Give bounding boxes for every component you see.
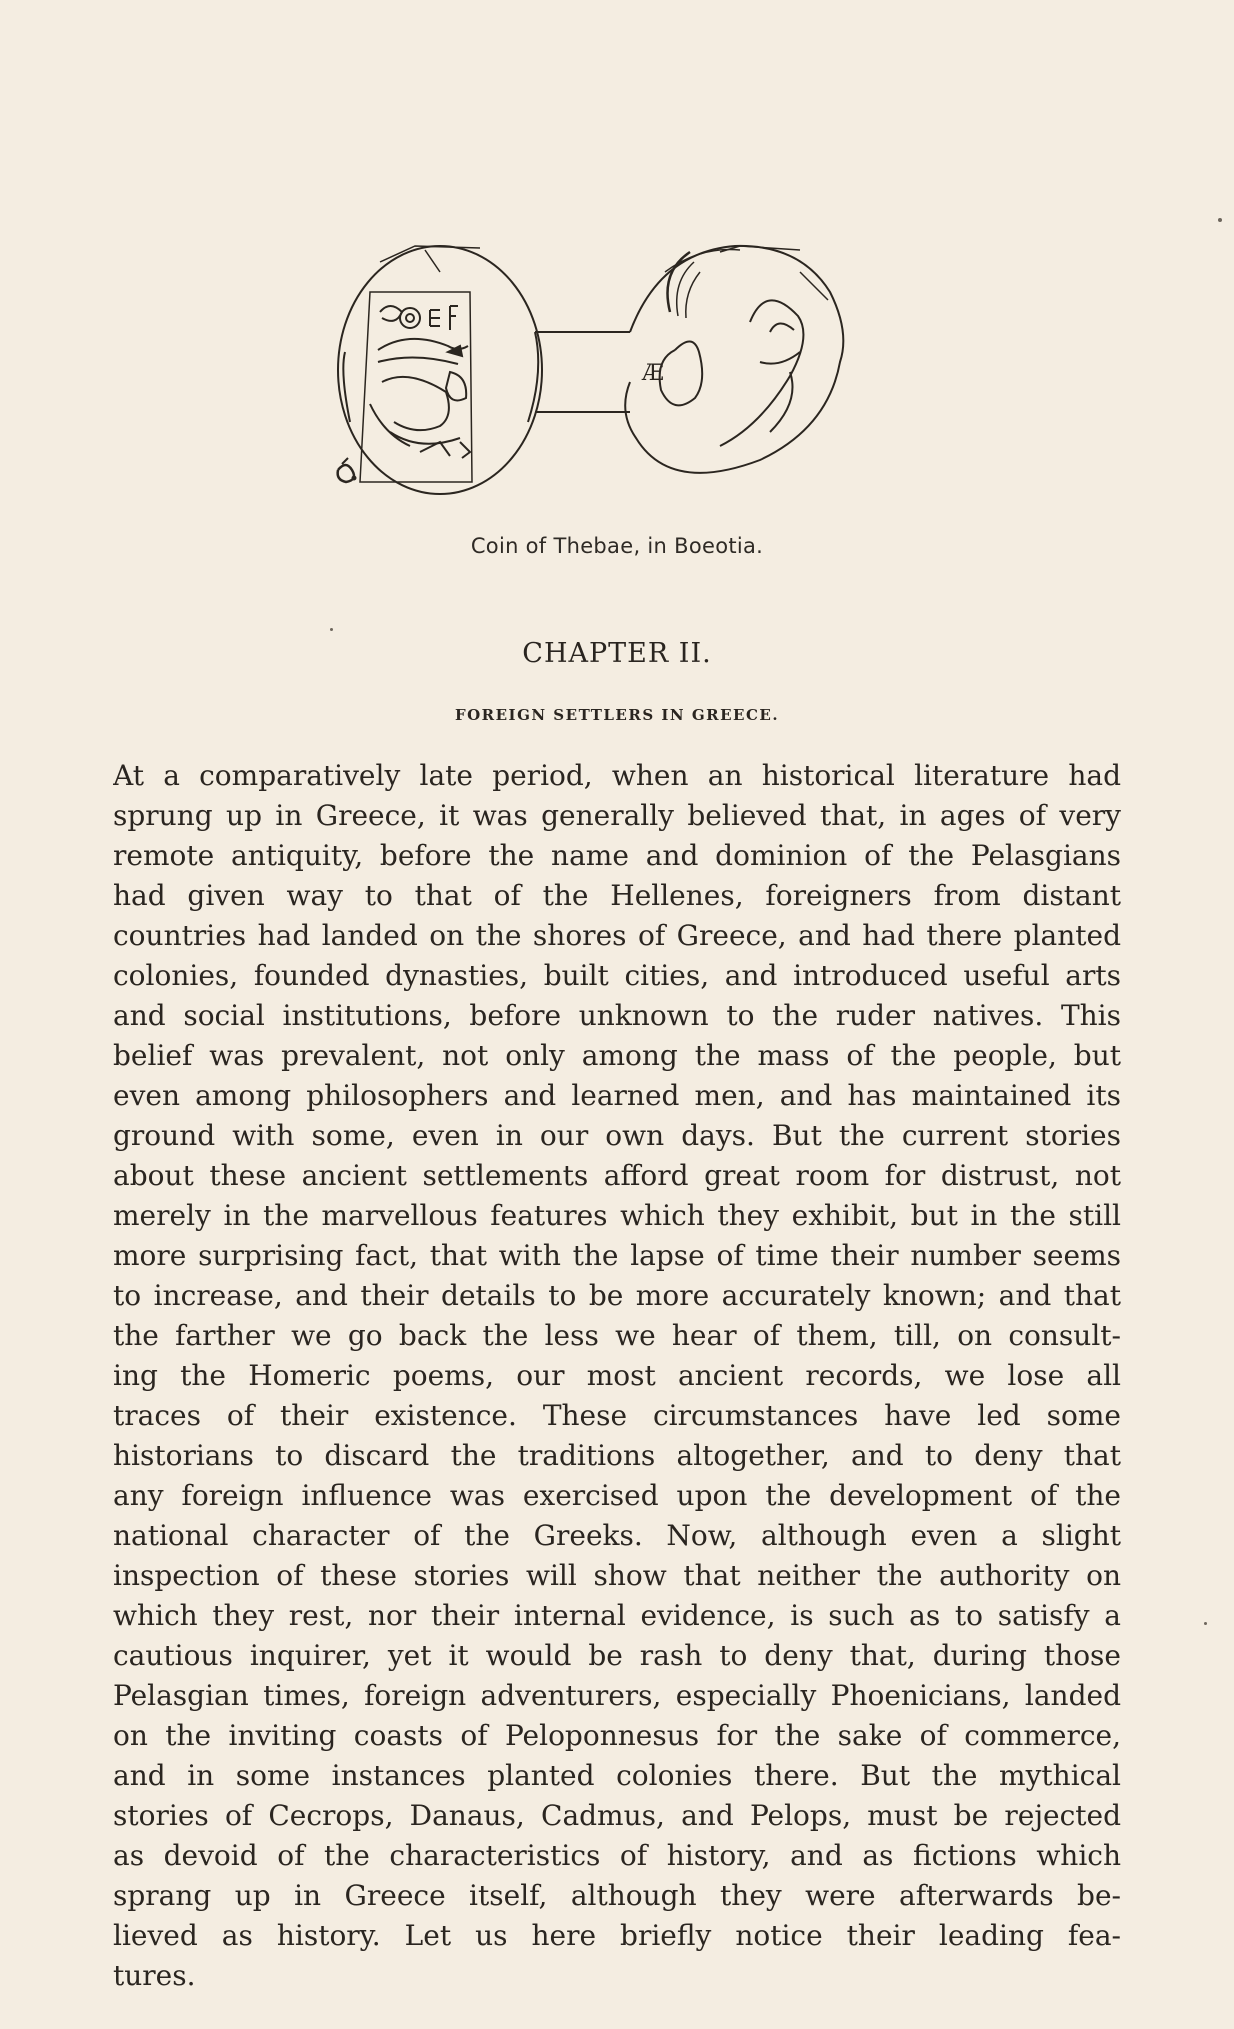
text-line: remote antiquity, before the name and dominion of the Pelasgians <box>113 839 1121 872</box>
text-line: merely in the marvellous features which they exhibit, but in the still <box>113 1199 1121 1232</box>
text-line: had given way to that of the Hellenes, foreigners from distant <box>113 879 1121 912</box>
coin-metal-label: Æ <box>642 361 665 386</box>
text-line: At a comparatively late period, when an historical literature had <box>113 759 1121 792</box>
text-line: ing the Homeric poems, our most ancient records, we lose all <box>113 1359 1121 1392</box>
text-line: inspection of these stories will show that neither the authority on <box>113 1559 1121 1592</box>
coin-reverse <box>625 246 843 473</box>
text-line: which they rest, nor their internal evidence, is such as to satisfy a <box>113 1599 1121 1632</box>
text-line: sprang up in Greece itself, although they were afterwards be- <box>113 1879 1121 1912</box>
text-line: stories of Cecrops, Danaus, Cadmus, and Pelops, must be rejected <box>113 1799 1121 1832</box>
text-line: ground with some, even in our own days. But the current stories <box>113 1119 1121 1152</box>
text-line: historians to discard the traditions altogether, and to deny that <box>113 1439 1121 1472</box>
text-line: to increase, and their details to be more accurately known; and that <box>113 1279 1121 1312</box>
text-line: countries had landed on the shores of Greece, and had there planted <box>113 919 1121 952</box>
text-line: national character of the Greeks. Now, although even a slight <box>113 1519 1121 1552</box>
text-line: on the inviting coasts of Peloponnesus for the sake of commerce, <box>113 1719 1121 1752</box>
text-line: sprung up in Greece, it was generally believed that, in ages of very <box>113 799 1121 832</box>
text-line: more surprising fact, that with the lapse of time their number seems <box>113 1239 1121 1272</box>
figure-caption: Coin of Thebae, in Boeotia. <box>470 534 764 558</box>
coin-illustration <box>330 232 900 510</box>
coin-obverse <box>338 246 542 494</box>
text-line: about these ancient settlements afford great room for distrust, not <box>113 1159 1121 1192</box>
print-speck <box>330 628 333 631</box>
text-line: traces of their existence. These circumstances have led some <box>113 1399 1121 1432</box>
text-line: the farther we go back the less we hear of them, till, on consult- <box>113 1319 1121 1352</box>
chapter-subtitle: FOREIGN SETTLERS IN GREECE. <box>454 706 780 724</box>
body-paragraph <box>113 756 1121 1996</box>
text-line: and social institutions, before unknown to the ruder natives. This <box>113 999 1121 1032</box>
text-line: even among philosophers and learned men, and has maintained its <box>113 1079 1121 1112</box>
text-line: cautious inquirer, yet it would be rash to deny that, during those <box>113 1639 1121 1672</box>
text-line: colonies, founded dynasties, built cities, and introduced useful arts <box>113 959 1121 992</box>
print-speck <box>1204 1622 1207 1625</box>
print-speck <box>1218 218 1222 222</box>
text-line: Pelasgian times, foreign adventurers, especially Phoenicians, landed <box>113 1679 1121 1712</box>
text-line: and in some instances planted colonies there. But the mythical <box>113 1759 1121 1792</box>
chapter-title: CHAPTER II. <box>522 638 712 669</box>
text-line: lieved as history. Let us here briefly notice their leading fea- <box>113 1919 1121 1952</box>
text-line: any foreign influence was exercised upon the development of the <box>113 1479 1121 1512</box>
text-line: as devoid of the characteristics of history, and as fictions which <box>113 1839 1121 1872</box>
text-line: belief was prevalent, not only among the mass of the people, but <box>113 1039 1121 1072</box>
coin-monogram-mark <box>338 458 356 482</box>
text-line: tures. <box>113 1959 196 1992</box>
